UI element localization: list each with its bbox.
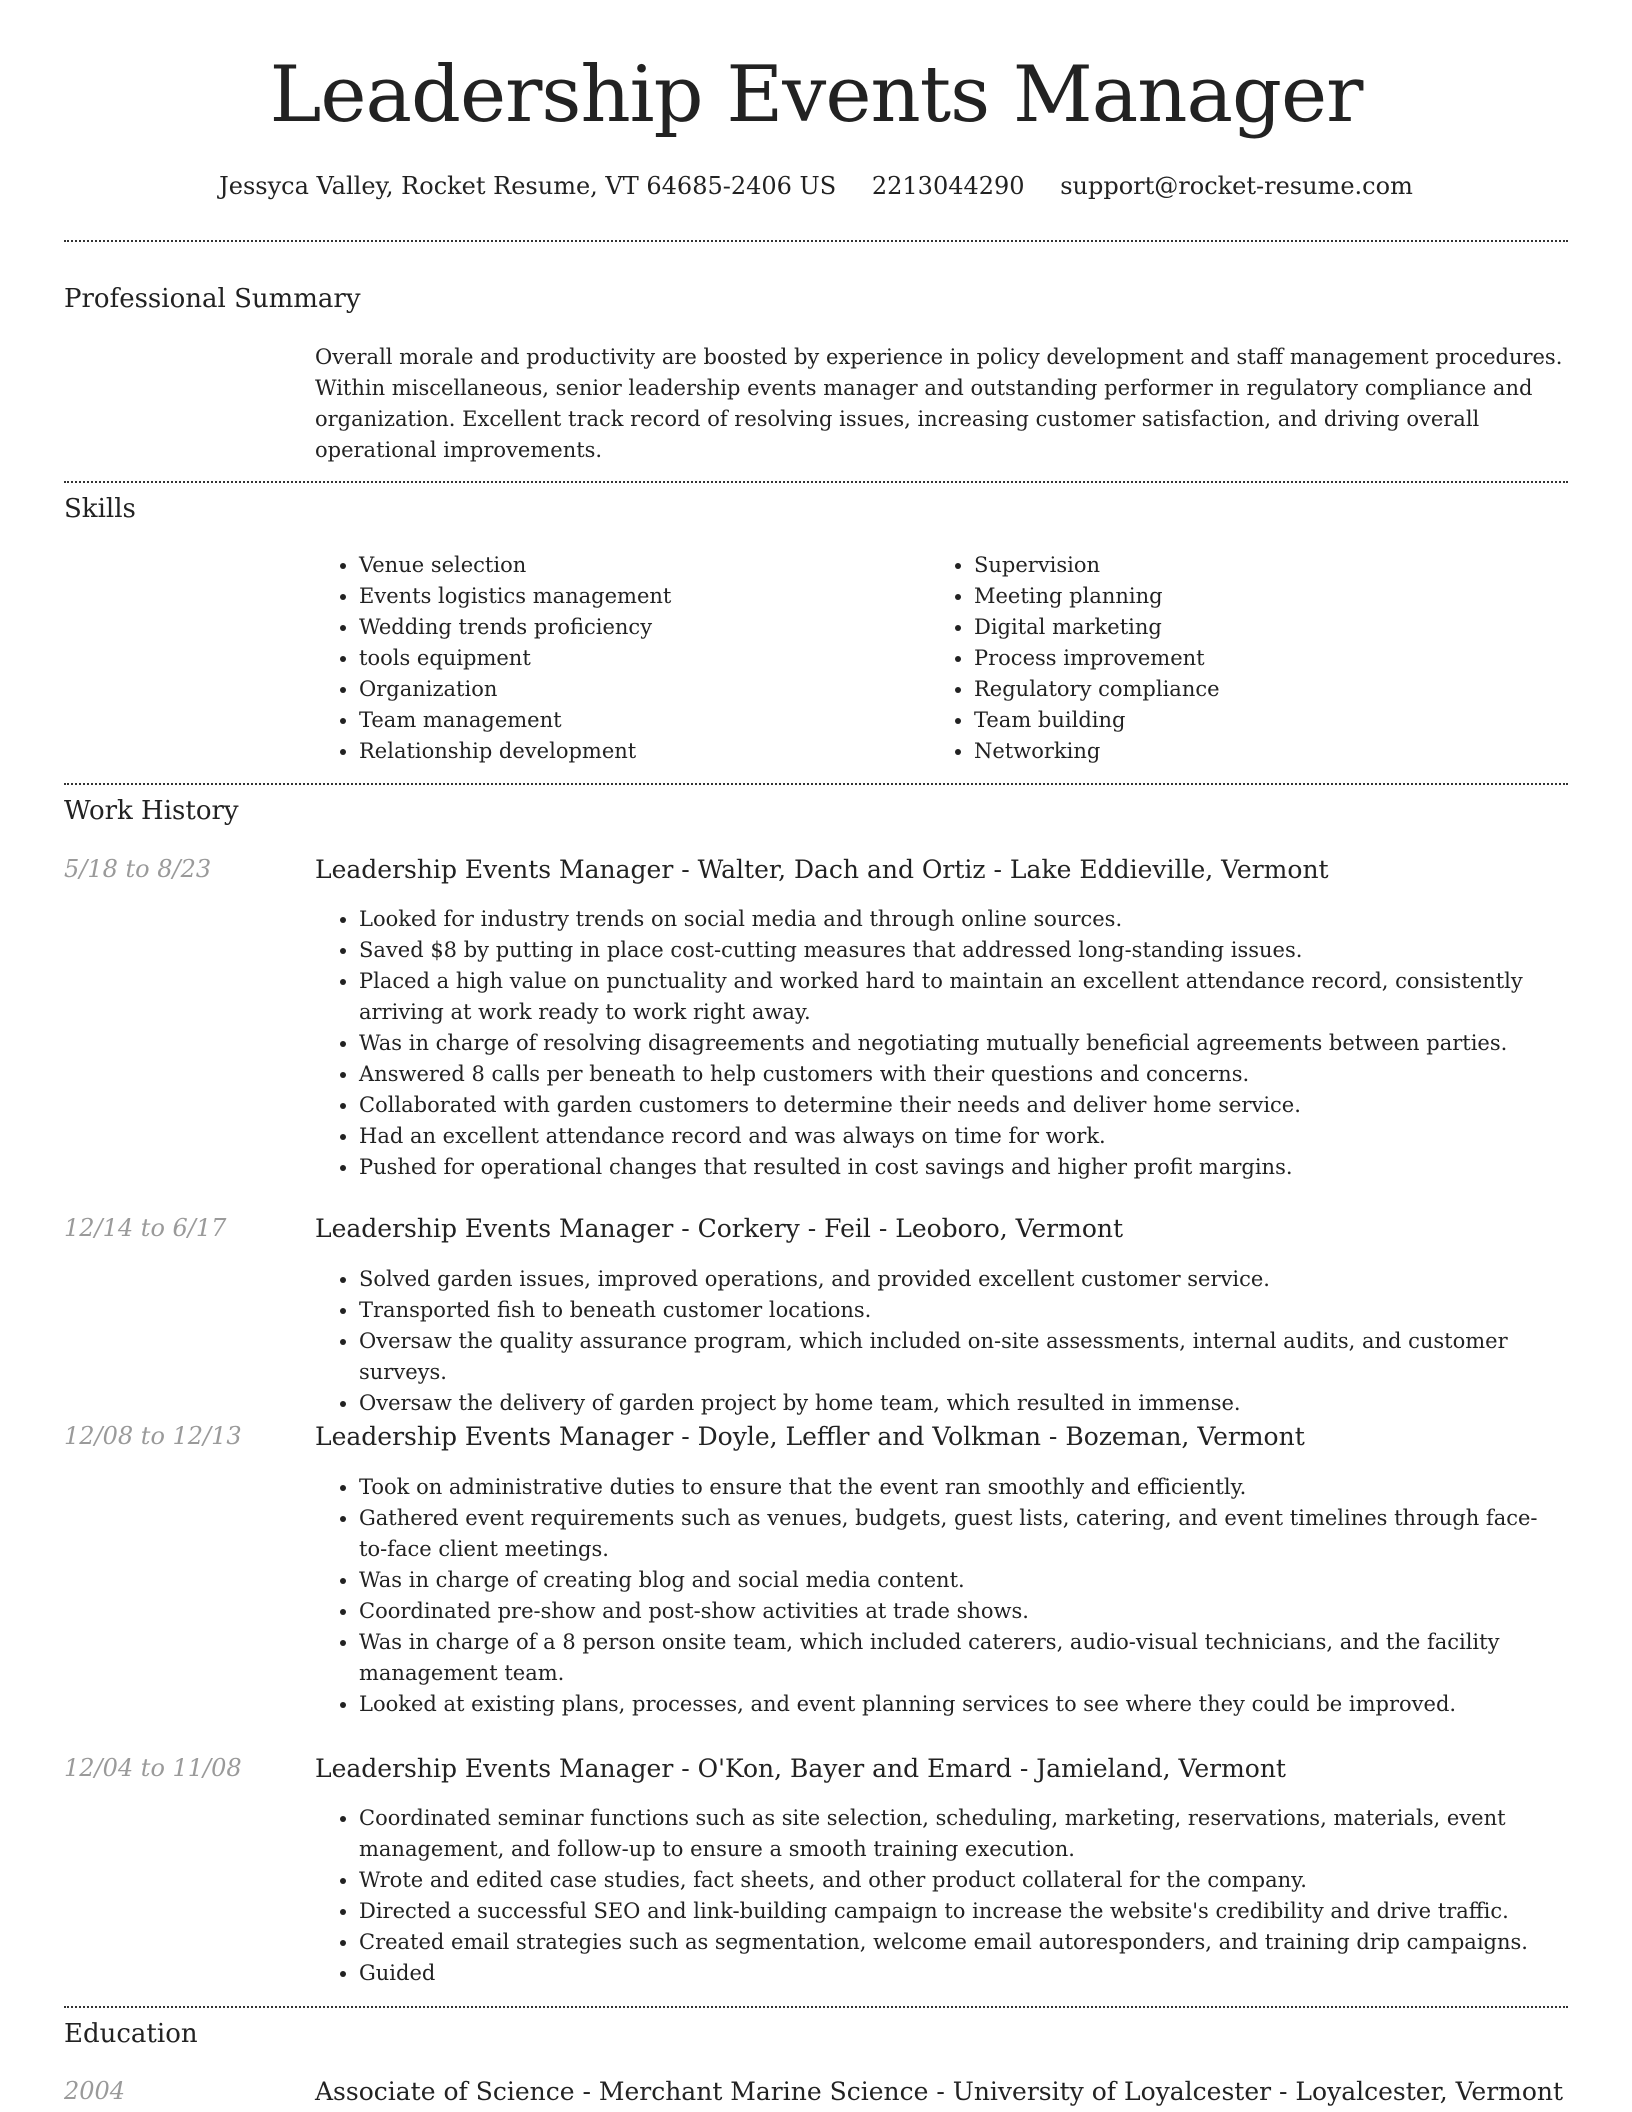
job-bullet: • Took on administrative duties to ensure that the event ran smoothly and efficiently. [359, 1472, 1565, 1503]
job-bullet: • Oversaw the delivery of garden project by home team, which resulted in immense. [359, 1388, 1565, 1419]
job-heading: Leadership Events Manager - Walter, Dach and Ortiz - Lake Eddieville, Vermont [315, 855, 1329, 884]
skill-item: • tools equipment [359, 643, 875, 674]
section-title-work: Work History [64, 796, 239, 826]
job-bullet: • Placed a high value on punctuality and worked hard to maintain an excellent attendance record, consistently arriving at work ready to work right away. [359, 966, 1565, 1028]
job-bullet: • Was in charge of creating blog and social media content. [359, 1565, 1565, 1596]
job-bullets [315, 1472, 1565, 1720]
skill-item: • Supervision [974, 550, 1490, 581]
job-bullet: • Transported fish to beneath customer locations. [359, 1295, 1565, 1326]
skills-right-column [930, 550, 1490, 767]
job-bullet: • Was in charge of resolving disagreements and negotiating mutually beneficial agreements between parties. [359, 1028, 1565, 1059]
skill-item: • Wedding trends proficiency [359, 612, 875, 643]
job-bullet: • Collaborated with garden customers to determine their needs and deliver home service. [359, 1090, 1565, 1121]
education-heading: Associate of Science - Merchant Marine Science - University of Loyalcester - Loyalcester, Vermont [315, 2077, 1564, 2106]
skill-item: • Team management [359, 705, 875, 736]
job-heading: Leadership Events Manager - O'Kon, Bayer and Emard - Jamieland, Vermont [315, 1754, 1286, 1783]
skill-item: • Networking [974, 736, 1490, 767]
job-bullet: • Solved garden issues, improved operations, and provided excellent customer service. [359, 1264, 1565, 1295]
contact-line [0, 172, 1632, 200]
skill-item: • Meeting planning [974, 581, 1490, 612]
skill-item: • Team building [974, 705, 1490, 736]
job-dates: 12/14 to 6/17 [64, 1214, 227, 1242]
job-dates: 5/18 to 8/23 [64, 855, 212, 883]
job-heading: Leadership Events Manager - Doyle, Leffler and Volkman - Bozeman, Vermont [315, 1422, 1305, 1451]
section-title-skills: Skills [64, 494, 136, 524]
divider [64, 2006, 1568, 2008]
job-bullet: • Guided [359, 1958, 1565, 1989]
contact-address: Jessyca Valley, Rocket Resume, VT 64685-2406 US [219, 172, 837, 200]
job-bullet: • Pushed for operational changes that resulted in cost savings and higher profit margins. [359, 1152, 1565, 1183]
summary-text: Overall morale and productivity are boosted by experience in policy development and staff management procedures. Within miscellaneous, senior leadership events manager and outstanding performer in regulatory compliance and organization. Excellent track record of resolving issues, increasing customer satisfaction, and driving overall operational improvements. [315, 345, 1563, 462]
skill-item: • Process improvement [974, 643, 1490, 674]
job-bullet: • Coordinated seminar functions such as site selection, scheduling, marketing, reservations, materials, event management, and follow-up to ensure a smooth training execution. [359, 1803, 1565, 1865]
contact-email: support@rocket-resume.com [1060, 172, 1413, 200]
job-bullet: • Coordinated pre-show and post-show activities at trade shows. [359, 1596, 1565, 1627]
job-bullet: • Was in charge of a 8 person onsite team, which included caterers, audio-visual technicians, and the facility management team. [359, 1627, 1565, 1689]
skill-item: • Digital marketing [974, 612, 1490, 643]
divider [64, 783, 1568, 785]
job-bullet: • Gathered event requirements such as venues, budgets, guest lists, catering, and event timelines through face-to-face client meetings. [359, 1503, 1565, 1565]
section-title-summary: Professional Summary [64, 284, 361, 314]
job-bullet: • Saved $8 by putting in place cost-cutting measures that addressed long-standing issues. [359, 935, 1565, 966]
job-bullet: • Had an excellent attendance record and was always on time for work. [359, 1121, 1565, 1152]
job-bullets [315, 904, 1565, 1183]
job-bullet: • Created email strategies such as segmentation, welcome email autoresponders, and training drip campaigns. [359, 1927, 1565, 1958]
divider [64, 240, 1568, 242]
divider [64, 481, 1568, 483]
skill-item: • Regulatory compliance [974, 674, 1490, 705]
job-bullet: • Looked for industry trends on social media and through online sources. [359, 904, 1565, 935]
job-dates: 12/04 to 11/08 [64, 1754, 242, 1782]
skill-item: • Events logistics management [359, 581, 875, 612]
job-heading: Leadership Events Manager - Corkery - Feil - Leoboro, Vermont [315, 1214, 1124, 1243]
skill-item: • Venue selection [359, 550, 875, 581]
resume-name: Leadership Events Manager [269, 50, 1363, 140]
education-year: 2004 [64, 2077, 126, 2105]
skills-left-column [315, 550, 875, 767]
job-bullet: • Answered 8 calls per beneath to help customers with their questions and concerns. [359, 1059, 1565, 1090]
job-bullets [315, 1803, 1565, 1989]
job-bullet: • Oversaw the quality assurance program, which included on-site assessments, internal audits, and customer surveys. [359, 1326, 1565, 1388]
skill-item: • Relationship development [359, 736, 875, 767]
contact-phone: 2213044290 [871, 172, 1025, 200]
section-title-education: Education [64, 2019, 198, 2049]
job-bullet: • Looked at existing plans, processes, and event planning services to see where they could be improved. [359, 1689, 1565, 1720]
job-bullet: • Wrote and edited case studies, fact sheets, and other product collateral for the company. [359, 1865, 1565, 1896]
job-bullet: • Directed a successful SEO and link-building campaign to increase the website's credibility and drive traffic. [359, 1896, 1565, 1927]
job-dates: 12/08 to 12/13 [64, 1422, 242, 1450]
job-bullets [315, 1264, 1565, 1419]
skill-item: • Organization [359, 674, 875, 705]
